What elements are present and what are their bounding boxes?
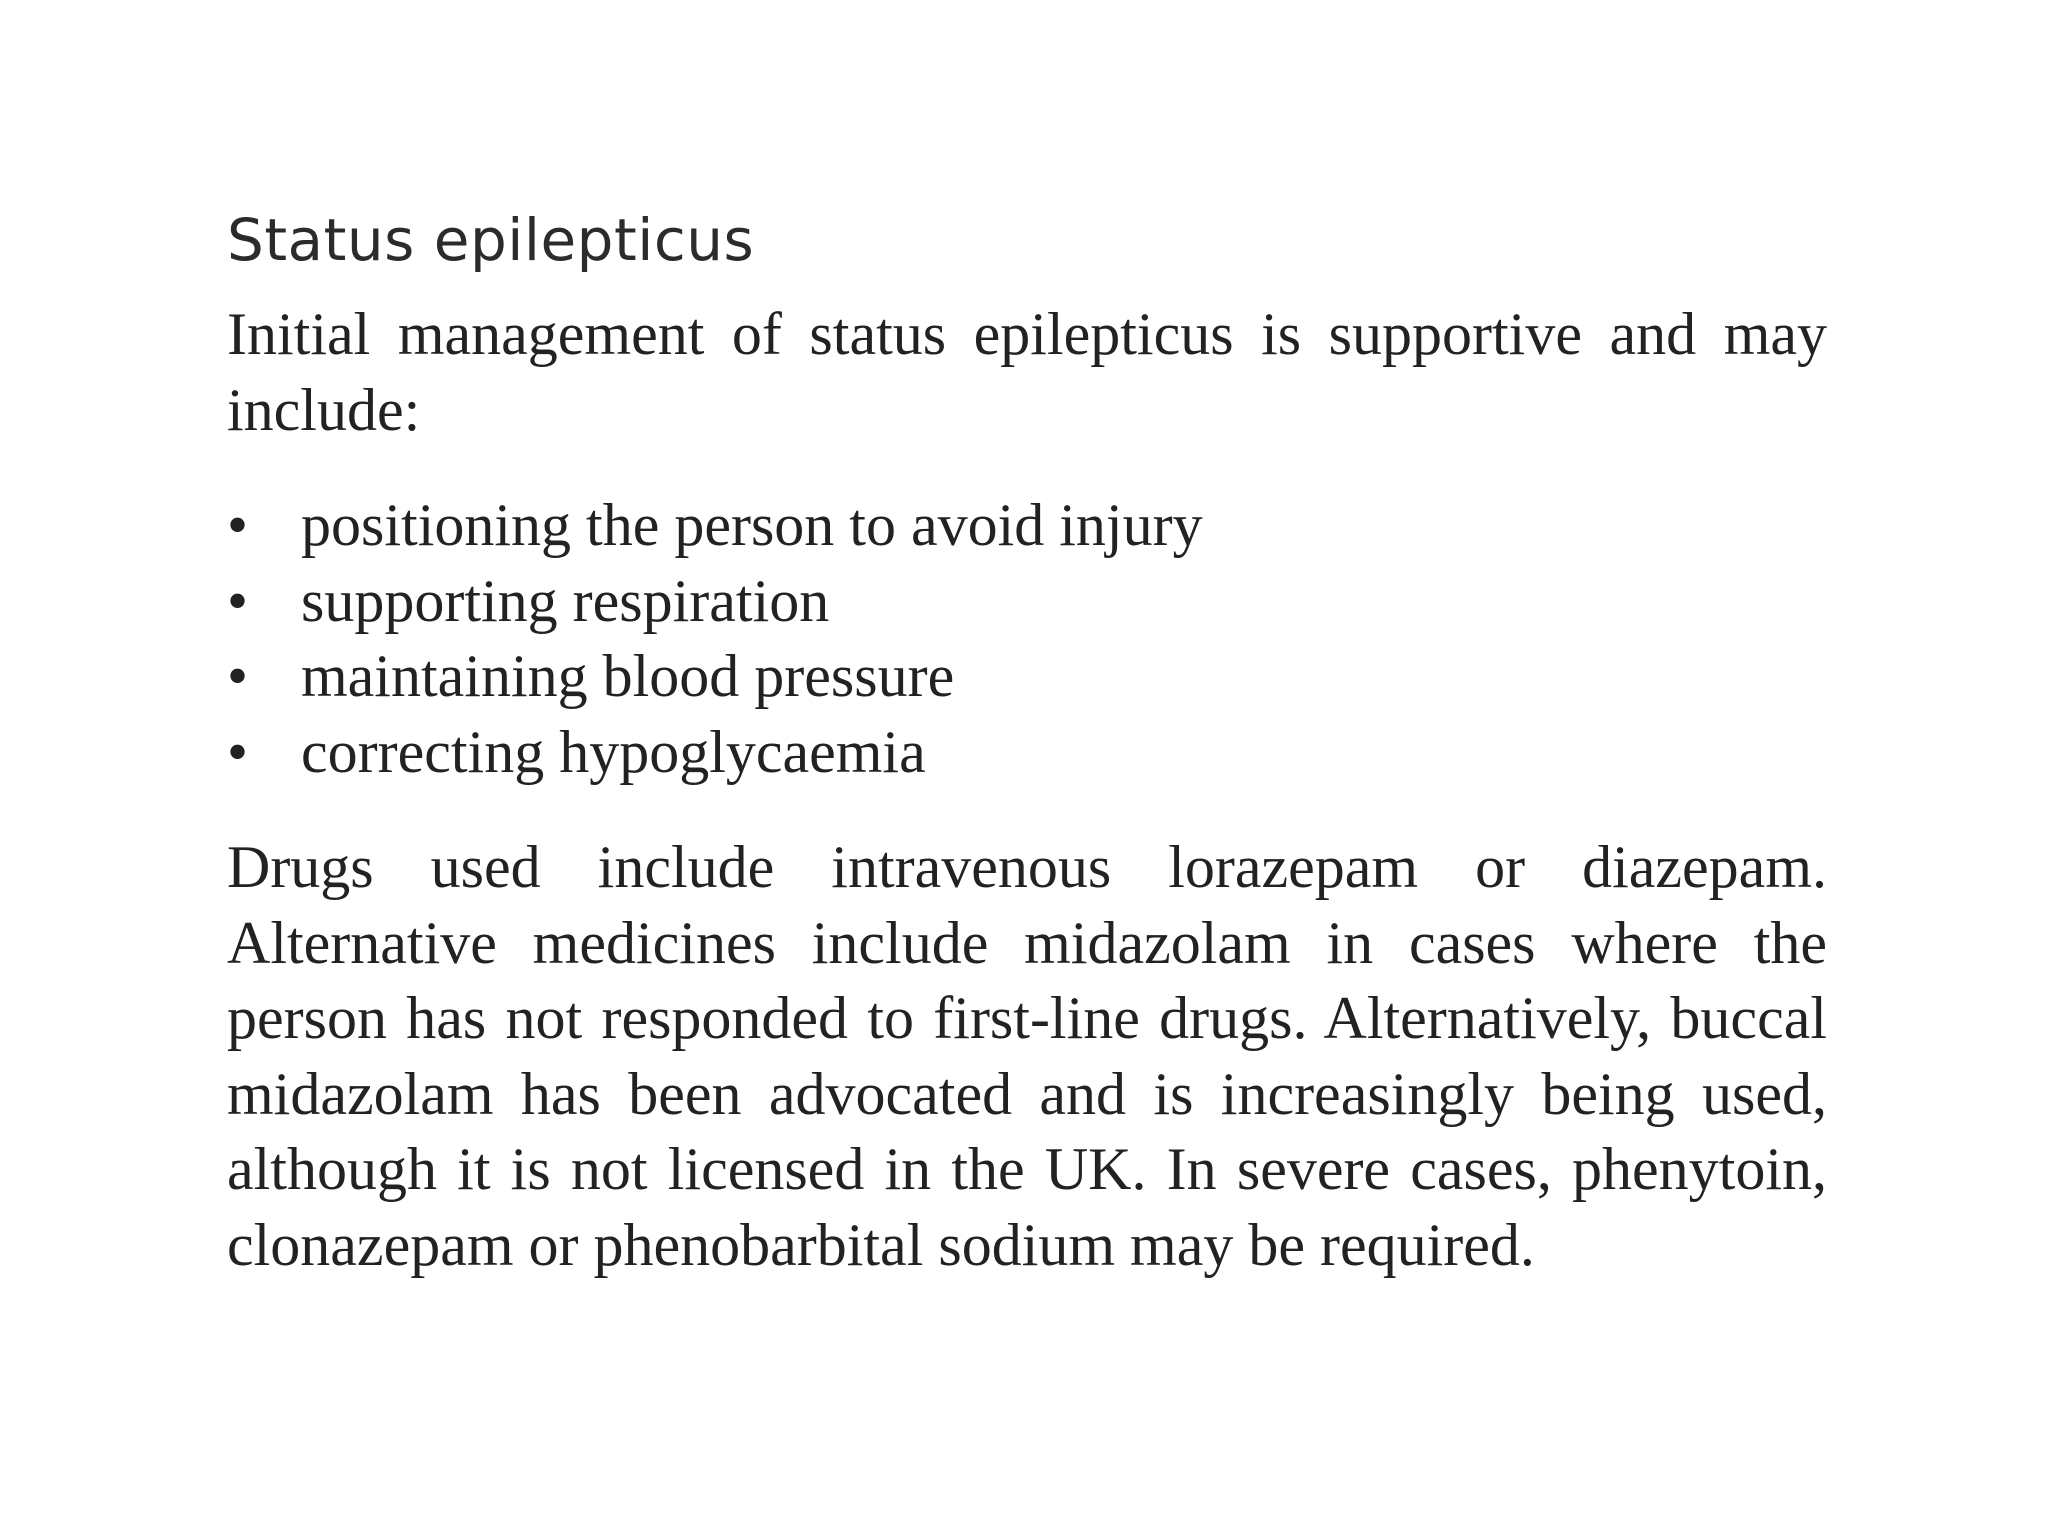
bullet-icon: • [227, 643, 249, 709]
list-item-text: correcting hypoglycaemia [301, 718, 926, 785]
list-item-text: maintaining blood pressure [301, 643, 955, 709]
list-item [227, 564, 1827, 640]
list-item [227, 488, 1827, 564]
drugs-paragraph: Drugs used include intravenous lorazepam or diazepam. Alternative medicines include midazolam in cases where the person has not responded to first-line drugs. Alternatively, buccal midazolam has been advocated and is increasingly being used, although it is not licensed in the UK. In severe cases, phenytoin, clonazepam or phenobarbital sodium may be required. [227, 834, 1827, 1278]
list-item [227, 639, 1827, 715]
list-item [227, 715, 1827, 791]
document-page [227, 205, 1827, 1283]
list-item-text: supporting respiration [301, 567, 830, 634]
bullet-icon: • [227, 567, 249, 634]
list-item-text: positioning the person to avoid injury [301, 492, 1203, 558]
section-heading: Status epilepticus [227, 206, 755, 274]
intro-paragraph: Initial management of status epilepticus is supportive and may include: [227, 301, 1827, 443]
bullet-icon: • [227, 492, 249, 558]
bullet-icon: • [227, 718, 249, 785]
management-list [227, 488, 1827, 790]
